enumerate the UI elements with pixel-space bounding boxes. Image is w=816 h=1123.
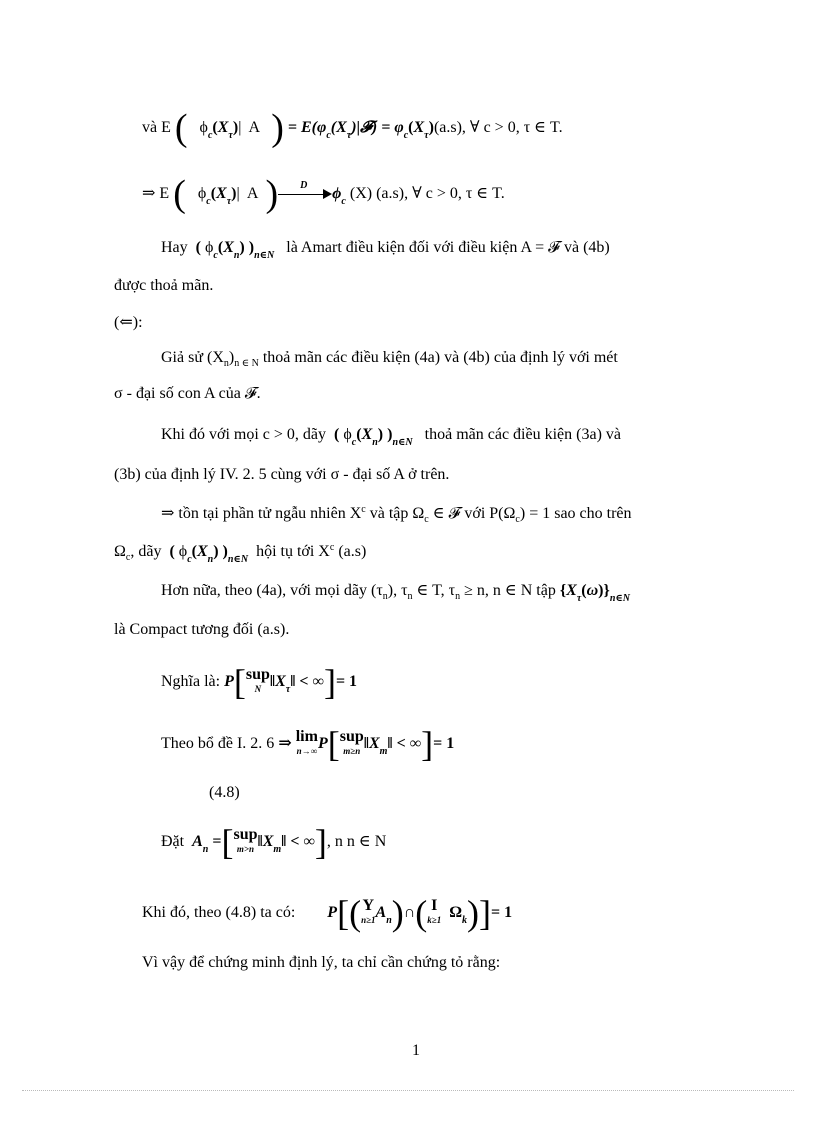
subscript: c [403, 130, 409, 141]
prob-symbol: P [317, 735, 328, 752]
text-fragment: = E(φ [287, 119, 327, 136]
eq-line-2 [142, 173, 505, 215]
inter-sub: k≥1 [427, 915, 442, 926]
equation-label-4-8: (4.8) [209, 784, 240, 801]
text-fragment: )|𝓕) = [351, 119, 391, 136]
var-x: X [566, 582, 577, 599]
bracket-open: [ [221, 822, 234, 863]
paren: ( [334, 426, 340, 443]
bar: | [236, 185, 240, 202]
paren: ) [377, 426, 384, 443]
relation: = 1 [335, 673, 358, 690]
var-a: A [375, 904, 387, 921]
subscript: τ [226, 196, 232, 207]
var-x: X [368, 735, 380, 752]
text-fragment: ⇒ tồn tại phần tử ngẫu nhiên X [161, 505, 362, 522]
text-fragment: A [246, 185, 258, 202]
brace: } [603, 582, 610, 599]
para-line-5: (⇐): [114, 314, 143, 331]
para-line-3 [161, 238, 721, 266]
var-x: X [216, 185, 227, 202]
paren-close: ) [391, 893, 404, 934]
bar: | [238, 119, 242, 136]
sup-operator [340, 730, 364, 758]
norm: ‖ [269, 673, 276, 690]
paren-open: ( [349, 893, 362, 934]
sup-operator [233, 828, 257, 856]
var-a: A [192, 833, 203, 850]
page-footer-rule [22, 1090, 794, 1091]
var-x: X [262, 833, 274, 850]
text-fragment: ∈ 𝓕 với P(Ω [432, 505, 516, 522]
sup-sub: m>n [236, 844, 255, 855]
text-fragment: ∈ T, τ [416, 582, 456, 599]
phi-symbol: ϕ [199, 119, 208, 136]
arrow-head [323, 189, 332, 199]
subscript: n∈N [609, 593, 630, 604]
subscript: c [213, 250, 218, 261]
para-line-4: được thoả mãn. [114, 277, 214, 294]
omega-symbol: Ω [449, 904, 463, 921]
norm: ‖ [387, 735, 393, 752]
text-fragment: ) = 1 sao cho trên [519, 505, 632, 522]
paren-close: ) [467, 893, 480, 934]
subscript: c [207, 130, 213, 141]
text-fragment: Hay [161, 239, 188, 256]
subscript: n ∈ N [234, 358, 259, 369]
bracket-open: [ [337, 893, 350, 934]
converges-arrow [278, 180, 332, 202]
phi-symbol: ϕ [343, 426, 352, 443]
big-paren-close: ) [265, 173, 279, 215]
text-fragment: Khi đó, theo (4.8) ta có: [142, 904, 296, 921]
subscript: τ [424, 130, 429, 141]
subscript: m [379, 746, 388, 757]
var-x: X [275, 673, 286, 690]
subscript: c [326, 130, 331, 141]
page-number: 1 [412, 1042, 420, 1059]
subscript: c [424, 514, 429, 525]
inter-symbol: I [431, 897, 438, 915]
arrow-label: D [300, 180, 308, 192]
sup-text: sup [233, 826, 258, 844]
para-line-14 [161, 662, 358, 707]
text-fragment: A [248, 119, 260, 136]
paren: ( [169, 543, 175, 560]
subscript: n [202, 844, 209, 855]
relation: < ∞ [396, 735, 422, 752]
paren-open: ( [415, 893, 428, 934]
bracket-close: ] [323, 662, 336, 703]
lim-operator [296, 730, 318, 758]
text-fragment: là Amart điều kiện đối với điều kiện A = 𝓕 và (4b) [286, 239, 610, 256]
union-operator [361, 899, 375, 927]
sup-sub: m≥n [343, 746, 361, 757]
text-fragment: thoả mãn các điều kiện (3a) và [424, 426, 621, 443]
lim-text: lim [295, 728, 318, 746]
subscript: n [386, 915, 392, 926]
phi-symbol: ϕ [178, 543, 188, 560]
text-fragment: Theo bổ đề I. 2. 6 [161, 735, 275, 752]
text-fragment: Nghĩa là: [161, 673, 221, 690]
subscript: n [233, 250, 240, 261]
relation: < ∞ [299, 673, 324, 690]
para-line-6: Giả sử $(X_n)_{n \in N}$ thoả mãn các điều kiện (4a) và (4b) của định lý với mét [161, 349, 618, 369]
para-line-12 [161, 581, 630, 609]
paren: ( [408, 119, 414, 136]
superscript: c [329, 542, 335, 553]
text-fragment: hội tụ tới X [256, 543, 330, 560]
para-line-13: là Compact tương đối (a.s). [114, 621, 290, 638]
text-fragment: , dãy [130, 543, 162, 560]
subscript: c [206, 196, 211, 207]
para-line-7: σ - đại số con A của 𝓕. [114, 385, 261, 402]
subscript: n∈N [392, 437, 413, 448]
text-fragment: (a.s) [334, 543, 367, 560]
norm: ‖ [281, 833, 287, 850]
sup-text: sup [339, 728, 364, 746]
bracket-close: ] [314, 822, 327, 863]
text-fragment: ≥ n, n ∈ N tập [464, 582, 556, 599]
relation: = [212, 833, 222, 850]
paren: ( [217, 239, 224, 256]
norm: ‖ [363, 735, 369, 752]
paren: ) [248, 239, 255, 256]
para-line-17 [161, 822, 387, 867]
var-x: X [196, 543, 208, 560]
var-omega: ω [586, 582, 599, 599]
phi-symbol: ϕ [332, 185, 342, 202]
text-fragment: , n n ∈ N [326, 833, 387, 850]
paren: ( [581, 582, 587, 599]
subscript: n [382, 591, 388, 602]
subscript: n [372, 437, 378, 448]
paren: ( [191, 543, 197, 560]
text-fragment: (X) (a.s), ∀ c > 0, τ ∈ T. [349, 185, 505, 202]
implies-symbol: ⇒ [278, 735, 292, 752]
text-fragment: và E [142, 119, 171, 136]
big-paren-open: ( [174, 107, 188, 149]
para-line-18 [142, 893, 512, 941]
para-line-15 [161, 724, 455, 769]
para-line-19: Vì vậy để chứng minh định lý, ta chỉ cần chứng tỏ rằng: [142, 954, 501, 971]
subscript: c [341, 196, 346, 207]
text-fragment: ⇒ E [142, 185, 170, 202]
subscript: c [187, 554, 192, 565]
relation: = 1 [433, 735, 455, 752]
subscript: m [273, 844, 282, 855]
brace: { [559, 582, 567, 599]
paren: ) [387, 426, 393, 443]
subscript: τ [576, 593, 582, 604]
text-fragment: Giả sử (X [161, 349, 224, 366]
paren: ) [213, 543, 219, 560]
paren: ( [356, 426, 362, 443]
sup-sub: N [254, 684, 262, 695]
text-fragment: ), τ [387, 582, 408, 599]
var-x: X [217, 119, 229, 136]
paren: ) [598, 582, 604, 599]
relation: < ∞ [290, 833, 315, 850]
text-fragment: thoả mãn các điều kiện (4a) và (4b) của định lý với mét [262, 349, 618, 366]
subscript: c [125, 552, 131, 563]
subscript: n∈N [227, 554, 249, 565]
subscript: c [515, 514, 520, 525]
para-line-11 [114, 538, 366, 570]
para-line-8 [161, 425, 621, 453]
prob-symbol: P [327, 904, 338, 921]
bracket-close: ] [479, 893, 492, 934]
subscript: k [462, 915, 468, 926]
relation: = 1 [491, 904, 513, 921]
para-line-9: (3b) của định lý IV. 2. 5 cùng với σ - đại số A ở trên. [114, 466, 450, 483]
norm: ‖ [257, 833, 263, 850]
text-fragment: và tập Ω [369, 505, 425, 522]
big-paren-close: ) [271, 107, 284, 149]
var-x: X [413, 119, 425, 136]
bracket-open: [ [327, 724, 340, 765]
paren: ) [222, 543, 228, 560]
text-fragment: Khi đó với mọi c > 0, dãy [161, 426, 327, 443]
big-paren-open: ( [173, 173, 186, 215]
eq-line-1 [142, 107, 563, 149]
subscript: n [223, 358, 229, 369]
superscript: c [361, 504, 366, 515]
paren: ) [232, 119, 239, 136]
text-fragment: Hơn nữa, theo (4a), với mọi dãy (τ [161, 582, 383, 599]
subscript: τ [346, 130, 352, 141]
text-fragment: Đặt [161, 833, 185, 850]
paren: ) [239, 239, 245, 256]
union-sub: n≥1 [361, 915, 376, 926]
para-line-10 [161, 500, 632, 530]
union-symbol: Y [362, 897, 375, 915]
phi-symbol: ϕ [204, 239, 214, 256]
intersection-symbol: ∩ [403, 904, 416, 921]
paren: ( [210, 185, 217, 202]
prob-symbol: P [224, 673, 234, 690]
text-fragment: (X [330, 119, 347, 136]
bracket-open: [ [233, 662, 246, 703]
text-fragment: Ω [114, 543, 126, 560]
var-x: X [223, 239, 234, 256]
subscript: τ [285, 684, 291, 695]
text-fragment: (a.s), ∀ c > 0, τ ∈ T. [433, 119, 563, 136]
phi-symbol: ϕ [197, 185, 207, 202]
phi-symbol: φ [394, 119, 404, 136]
paren: ( [212, 119, 218, 136]
subscript: n [455, 591, 461, 602]
subscript: c [351, 437, 357, 448]
paren: ) [231, 185, 237, 202]
sup-operator [246, 668, 270, 696]
intersection-operator [427, 899, 441, 927]
subscript: n [407, 591, 413, 602]
arrow-shaft [278, 194, 326, 195]
var-x: X [361, 426, 373, 443]
paren: ( [195, 239, 201, 256]
paren: ) [428, 119, 434, 136]
lim-sub: n→∞ [296, 746, 318, 757]
subscript: τ [228, 130, 233, 141]
subscript: n∈N [254, 250, 275, 261]
norm: ‖ [290, 673, 296, 690]
sup-text: sup [245, 666, 270, 684]
subscript: n [207, 554, 214, 565]
bracket-close: ] [421, 724, 434, 765]
